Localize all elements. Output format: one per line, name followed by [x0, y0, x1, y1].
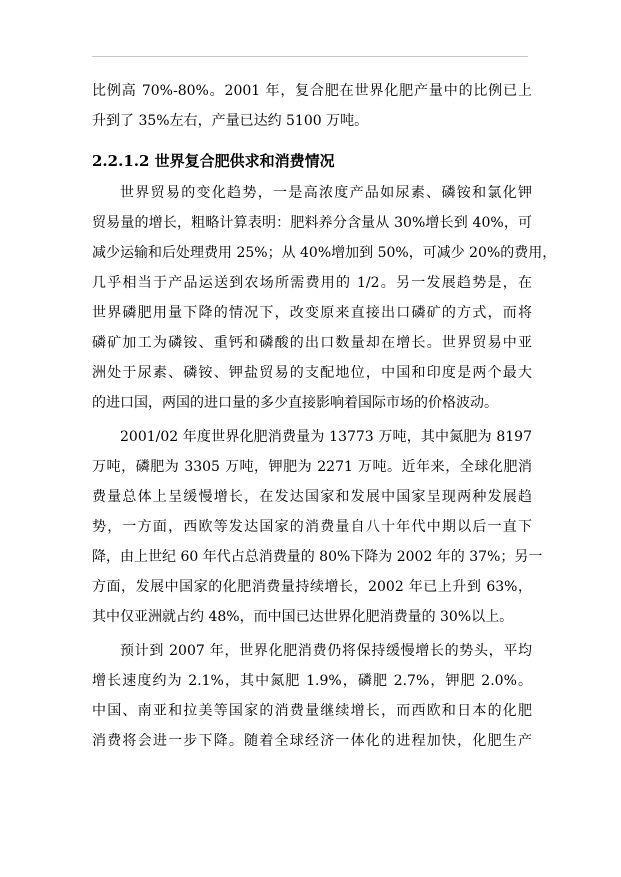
paragraph-trade-trends: [92, 178, 557, 418]
text-line: 2001/02 年度世界化肥消费量为 13773 万吨，其中氮肥为 8197: [120, 429, 532, 445]
text-line: 世界磷肥用量下降的情况下，改变原来直接出口磷矿的方式，而将: [92, 305, 532, 321]
text-line: 几乎相当于产品运送到农场所需费用的 1/2。另一发展趋势是，在: [92, 275, 532, 291]
text-line: 预计到 2007 年，世界化肥消费仍将保持缓慢增长的势头，平均: [120, 643, 532, 659]
text-line: 比例高 70%-80%。2001 年，复合肥在世界化肥产量中的比例已上: [92, 83, 532, 99]
text-line: 的进口国，两国的进口量的多少直接影响着国际市场的价格波动。: [92, 395, 498, 411]
text-line: 势，一方面，西欧等发达国家的消费量自八十年代中期以后一直下: [92, 519, 532, 535]
text-line: 贸易量的增长，粗略计算表明：肥料养分含量从 30%增长到 40%，可: [92, 215, 532, 231]
paragraph-consumption: [92, 422, 543, 632]
text-line: 减少运输和后处理费用 25%；从 40%增加到 50%，可减少 20%的费用，: [92, 245, 557, 261]
text-line: 方面，发展中国家的化肥消费量持续增长，2002 年已上升到 63%，: [92, 579, 532, 595]
text-line: 磷矿加工为磷铵、重钙和磷酸的出口数量却在增长。世界贸易中亚: [92, 335, 532, 351]
text-line: 降，由上世纪 60 年代占总消费量的 80%下降为 2002 年的 37%；另一: [92, 549, 543, 565]
text-line: 费量总体上呈缓慢增长，在发达国家和发展中国家呈现两种发展趋: [92, 489, 532, 505]
text-line: 增长速度约为 2.1%，其中氮肥 1.9%，磷肥 2.7%，钾肥 2.0%。: [92, 673, 532, 689]
text-line: 其中仅亚洲就占约 48%，而中国已达世界化肥消费量的 30%以上。: [92, 609, 514, 625]
text-line: 万吨，磷肥为 3305 万吨，钾肥为 2271 万吨。近年来，全球化肥消: [92, 459, 532, 475]
intro-paragraph: [92, 76, 532, 136]
section-heading: 2.2.1.2 世界复合肥供求和消费情况: [92, 152, 335, 170]
text-line: 洲处于尿素、磷铵、钾盐贸易的支配地位，中国和印度是两个最大: [92, 365, 532, 381]
page-body: [92, 76, 557, 756]
text-line: 世界贸易的变化趋势，一是高浓度产品如尿素、磷铵和氯化钾: [120, 185, 532, 201]
paragraph-forecast: [92, 636, 532, 756]
text-line: 中国、南亚和拉美等国家的消费量继续增长，而西欧和日本的化肥: [92, 703, 532, 719]
header-rule: [92, 56, 528, 57]
text-line: 消费将会进一步下降。随着全球经济一体化的进程加快，化肥生产: [92, 733, 532, 749]
text-line: 升到了 35%左右，产量已达约 5100 万吨。: [92, 113, 369, 129]
